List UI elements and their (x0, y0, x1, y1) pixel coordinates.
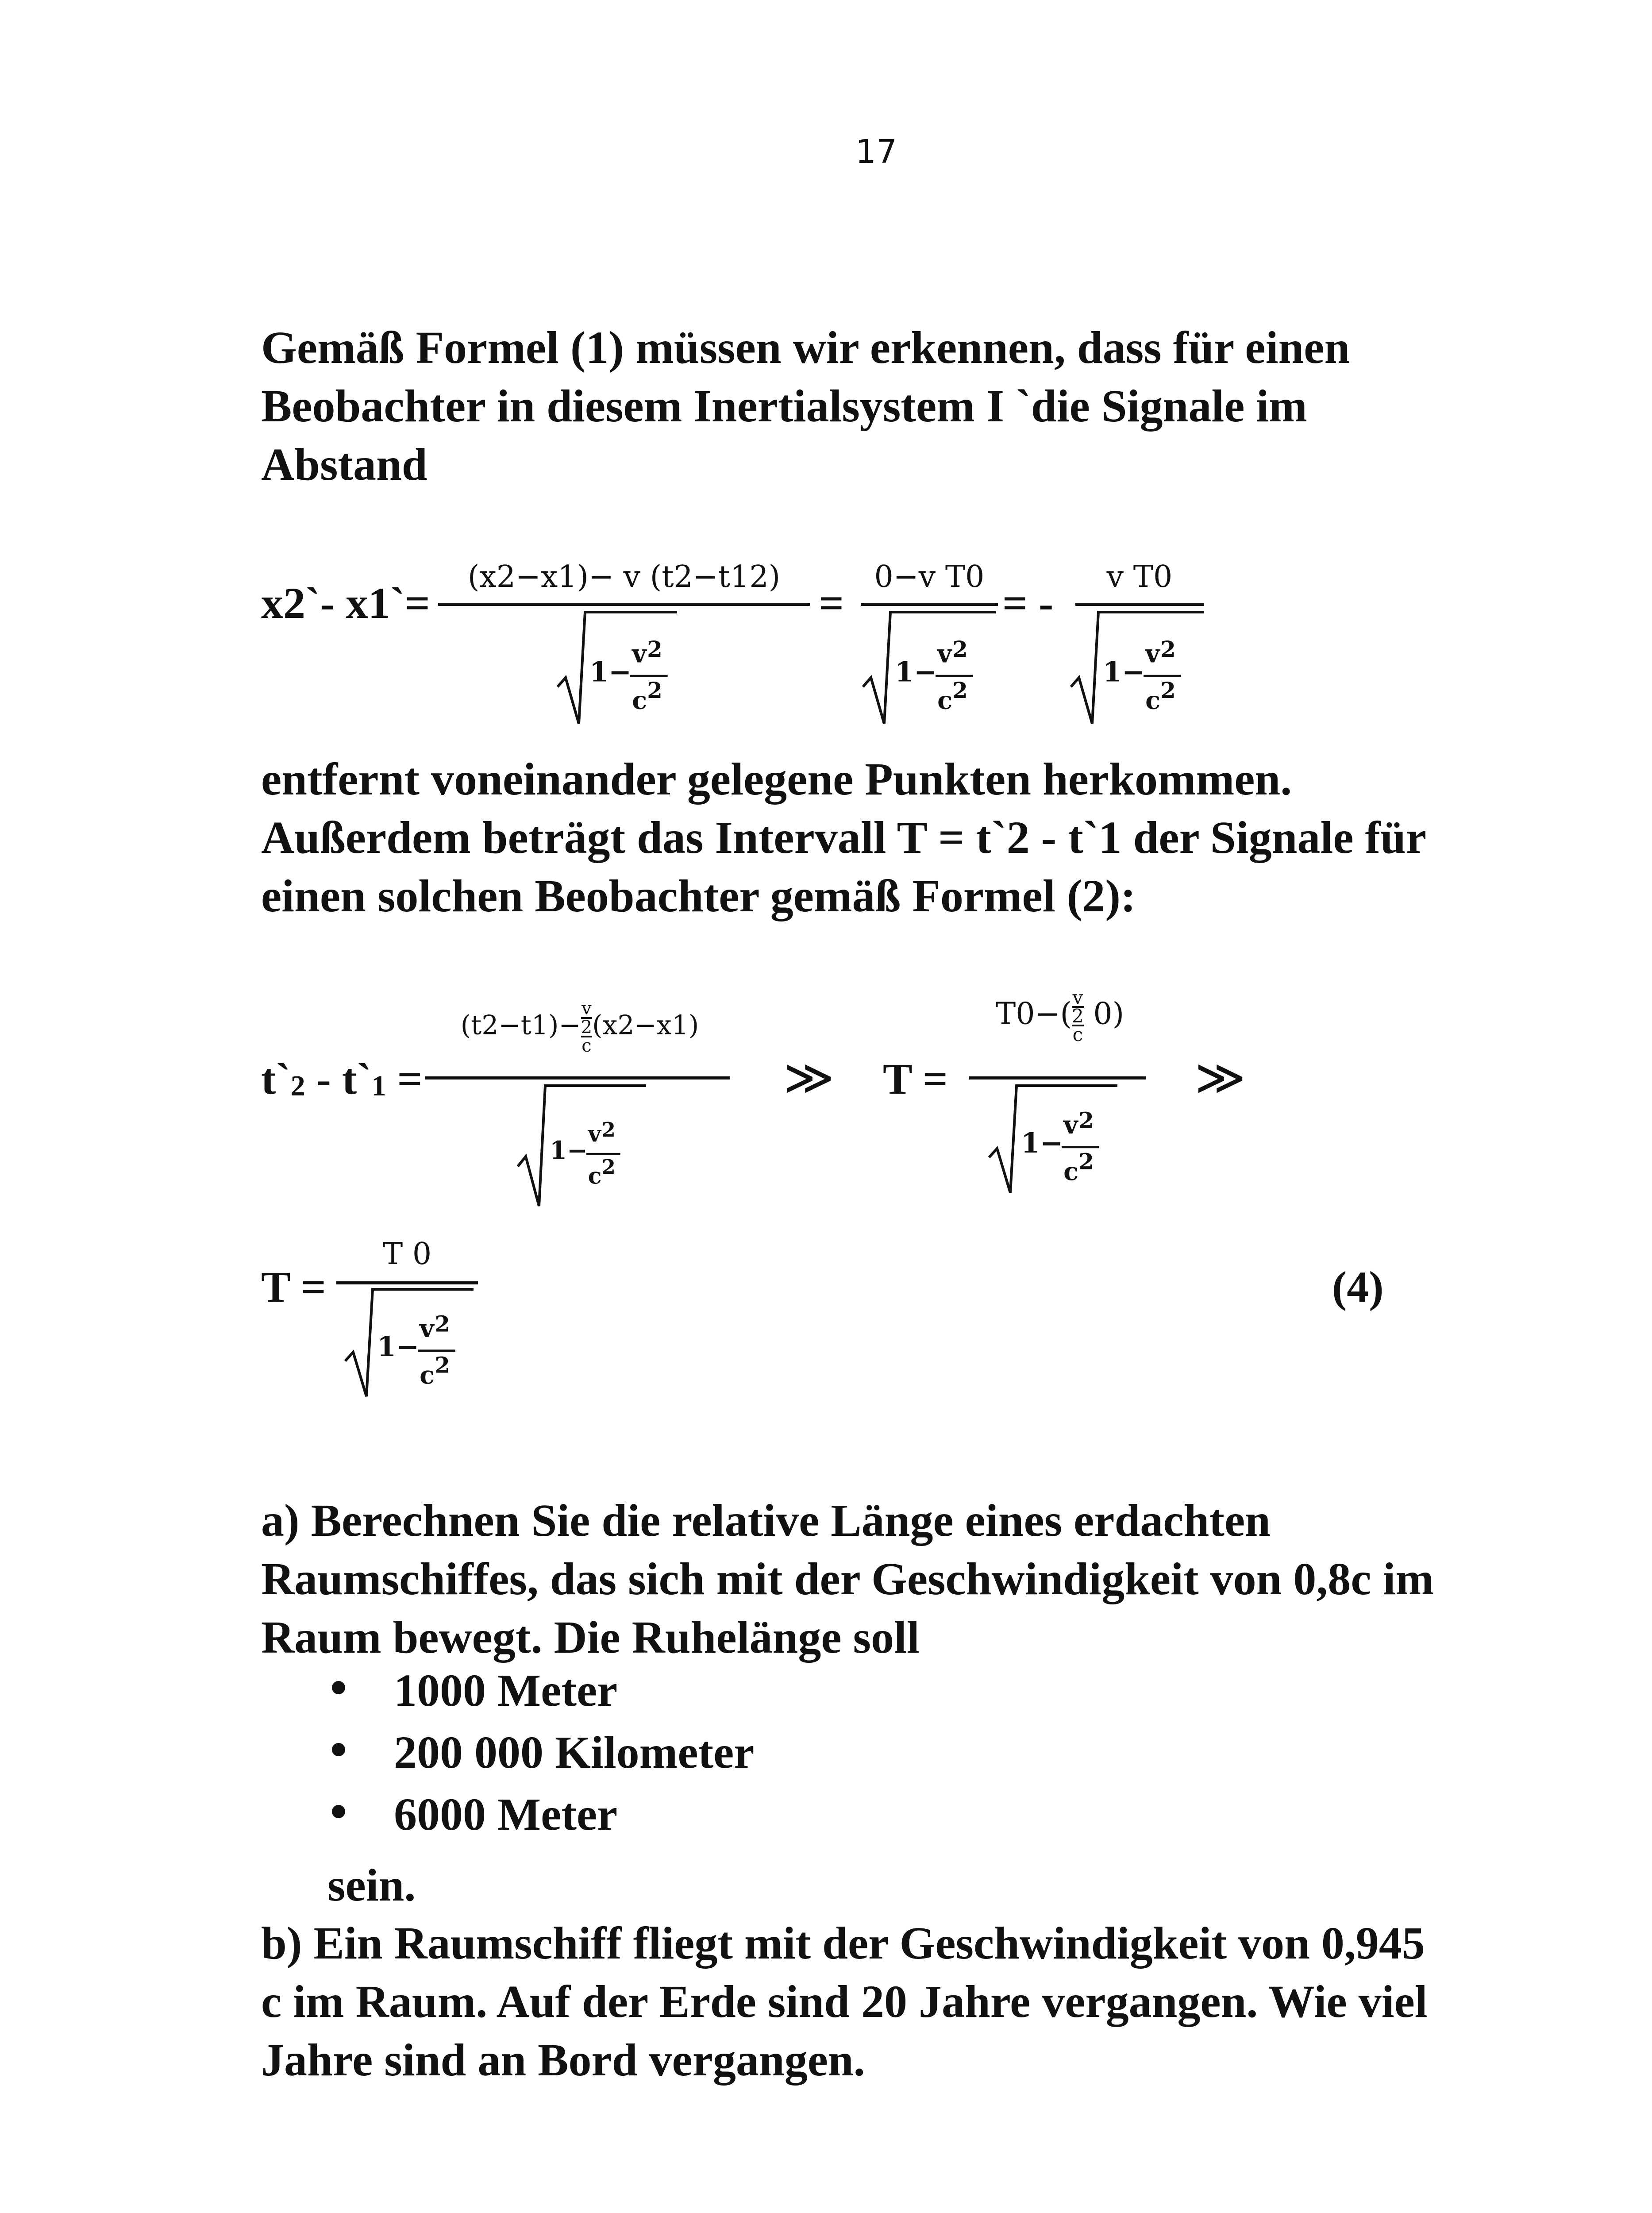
radicand-v: v (1063, 1110, 1078, 1140)
equation-lhs: t`2 - t`1 = (261, 1054, 423, 1103)
radicand-exp: 2 (1078, 1107, 1094, 1133)
sqrt-radical (345, 1286, 478, 1401)
radicand-one: 1− (895, 655, 937, 688)
text-line: b) Ein Raumschiff fliegt mit der Geschwindigkeit von 0,945 (261, 1918, 1425, 1969)
radicand-c: c (588, 1163, 602, 1189)
radicand-one: 1− (377, 1330, 420, 1363)
radicand-exp: 2 (952, 636, 968, 662)
fraction-bar (861, 603, 998, 606)
fraction-numerator: T0−( v 2 c 0) (995, 987, 1124, 1045)
text-line: Beobachter in diesem Inertialsystem I `die Signale im (261, 381, 1307, 432)
fraction-numerator: (x2−x1)− v (t2−t12) (467, 559, 781, 594)
radicand-one: 1− (589, 655, 632, 688)
intro-paragraph (261, 319, 1456, 494)
text-line: Abstand (261, 439, 427, 490)
radicand-exp: 2 (601, 1118, 616, 1142)
radicand-exp: 2 (601, 1155, 616, 1179)
radicand-exp: 2 (435, 1311, 450, 1337)
radicand-v: v (588, 1121, 601, 1147)
bullet-icon (332, 1805, 345, 1818)
radicand-c: c (1145, 686, 1161, 715)
text-line: Raumschiffes, das sich mit der Geschwindigkeit von 0,8c im (261, 1554, 1434, 1604)
fraction-bar (1075, 603, 1204, 606)
fraction-numerator: v T0 (1106, 559, 1173, 594)
fraction-bar (969, 1076, 1146, 1080)
task-a (261, 1492, 1456, 1667)
sqrt-radical (558, 609, 682, 728)
text-line: Außerdem beträgt das Intervall T = t`2 - t`1 der Signale für (261, 812, 1427, 863)
sqrt-radical (518, 1082, 651, 1211)
page-number: 17 (855, 133, 897, 171)
implies-arrow: ≫ (1195, 1049, 1246, 1106)
equation-lhs: T = (261, 1262, 326, 1311)
fraction-bar (438, 603, 810, 606)
radicand-exp: 2 (647, 677, 662, 703)
radicand-c: c (1063, 1157, 1079, 1187)
radicand-exp: 2 (1078, 1148, 1094, 1175)
radicand-exp: 2 (1160, 636, 1176, 662)
radicand-v: v (632, 640, 647, 669)
fraction-numerator: T 0 (382, 1237, 432, 1272)
fraction-bar (425, 1076, 730, 1080)
fraction-bar (336, 1281, 478, 1284)
radicand-one: 1− (1103, 655, 1145, 688)
text-line: a) Berechnen Sie die relative Länge eines erdachten (261, 1495, 1271, 1546)
fraction-numerator: 0−v T0 (874, 559, 985, 594)
fraction-numerator: (t2−t1)− v 2 c (x2−x1) (460, 999, 699, 1056)
text-line: Raum bewegt. Die Ruhelänge soll (261, 1612, 920, 1663)
radicand-v: v (1145, 640, 1160, 669)
text-line: c im Raum. Auf der Erde sind 20 Jahre vergangen. Wie viel (261, 1976, 1428, 2027)
radicand-one: 1− (1021, 1127, 1063, 1160)
sqrt-radical (863, 609, 1000, 728)
equation-lhs-T: T = (883, 1054, 948, 1103)
radicand-v: v (937, 640, 952, 669)
text-line: einen solchen Beobachter gemäß Formel (2): (261, 871, 1136, 921)
text-line: Gemäß Formel (1) müssen wir erkennen, dass für einen (261, 322, 1350, 373)
radicand-c: c (632, 686, 647, 715)
radicand-exp: 2 (952, 677, 968, 703)
radicand-exp: 2 (647, 636, 662, 662)
radicand-v: v (420, 1314, 434, 1343)
task-a-end: sein. (327, 1860, 416, 1911)
bullet-icon (332, 1681, 345, 1694)
radicand-one: 1− (550, 1136, 588, 1165)
explanation-paragraph (261, 750, 1456, 925)
sqrt-radical (1071, 609, 1208, 728)
text-line: Jahre sind an Bord vergangen. (261, 2035, 865, 2086)
bullet-icon (332, 1743, 345, 1756)
implies-arrow: ≫ (783, 1049, 835, 1106)
sqrt-radical (989, 1082, 1122, 1197)
equals-sign: = (819, 578, 844, 628)
equation-lhs: x2`- x1`= (261, 578, 430, 628)
radicand-exp: 2 (1160, 677, 1176, 703)
radicand-c: c (420, 1361, 435, 1390)
equation-number: (4) (1332, 1262, 1384, 1311)
equals-minus-sign: = - (1002, 578, 1054, 628)
radicand-c: c (937, 686, 953, 715)
radicand-exp: 2 (435, 1352, 450, 1378)
text-line: entfernt voneinander gelegene Punkten herkommen. (261, 754, 1292, 805)
task-b (261, 1914, 1456, 2090)
